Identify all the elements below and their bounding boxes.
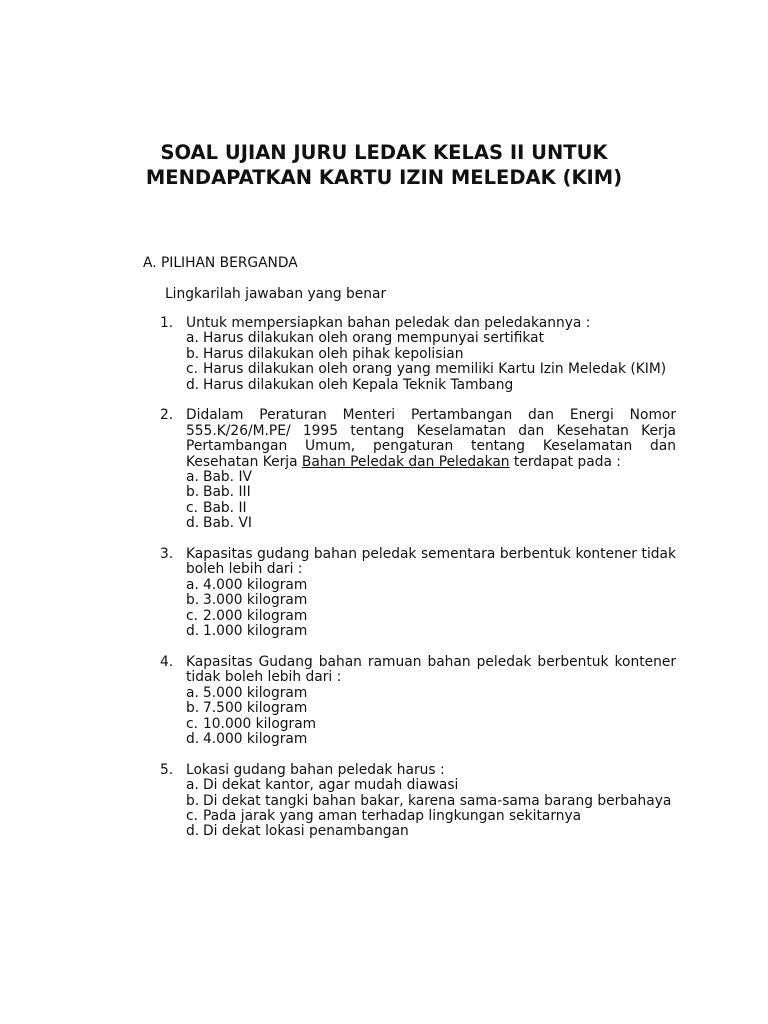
question-number: 2. — [160, 407, 174, 424]
option-label: d. — [186, 623, 200, 640]
answer-option[interactable] — [186, 809, 676, 824]
answer-option[interactable] — [186, 331, 676, 346]
option-label: d. — [186, 376, 200, 393]
question-item — [160, 316, 676, 393]
option-text: 3.000 kilogram — [203, 592, 308, 609]
option-text: Bab. IV — [203, 469, 252, 486]
option-text: 5.000 kilogram — [203, 684, 308, 701]
option-text: 10.000 kilogram — [203, 715, 317, 732]
answer-option[interactable] — [186, 778, 676, 793]
option-text: Harus dilakukan oleh orang mempunyai sertifikat — [203, 330, 545, 347]
option-text: 4.000 kilogram — [203, 730, 308, 747]
option-text: Di dekat tangki bahan bakar, karena sama-sama barang berbahaya — [203, 792, 672, 809]
option-text: 4.000 kilogram — [203, 576, 308, 593]
answer-option[interactable] — [186, 686, 676, 701]
option-label: b. — [186, 700, 200, 717]
answer-option[interactable] — [186, 609, 676, 624]
option-label: b. — [186, 345, 200, 362]
option-text: Bab. VI — [203, 515, 252, 532]
option-label: d. — [186, 515, 200, 532]
option-label: a. — [186, 330, 199, 347]
question-number: 4. — [160, 653, 174, 670]
answer-option[interactable] — [186, 347, 676, 362]
question-text — [186, 408, 676, 470]
answer-option[interactable] — [186, 732, 676, 747]
answer-option[interactable] — [186, 485, 676, 500]
title-line-1: SOAL UJIAN JURU LEDAK KELAS II UNTUK — [160, 141, 608, 164]
option-text: Di dekat kantor, agar mudah diawasi — [203, 777, 459, 794]
option-text: Pada jarak yang aman terhadap lingkungan sekitarnya — [203, 807, 582, 824]
option-text: Harus dilakukan oleh Kepala Teknik Tambang — [203, 376, 514, 393]
question-item — [160, 547, 676, 639]
answer-option[interactable] — [186, 717, 676, 732]
answer-option[interactable] — [186, 624, 676, 639]
option-text: Bab. II — [203, 499, 247, 516]
answer-option[interactable] — [186, 701, 676, 716]
question-text: Kapasitas gudang bahan peledak sementara berbentuk kontener tidak boleh lebih dari : — [186, 546, 676, 578]
section-heading: A. PILIHAN BERGANDA — [143, 255, 298, 271]
option-text: Harus dilakukan oleh orang yang memiliki Kartu Izin Meledak (KIM) — [203, 361, 667, 378]
option-label: c. — [186, 499, 198, 516]
question-number: 3. — [160, 546, 174, 563]
option-label: c. — [186, 607, 198, 624]
question-text-start: Didalam Peraturan Menteri Pertambangan dan Energi Nomor 555.K/26/M.PE/ 1995 tentang Keselamatan dan Kesehatan Kerja Pertambangan Umum, pengaturan tentang Keselamatan dan Kesehatan Kerja — [186, 407, 676, 470]
option-label: a. — [186, 777, 199, 794]
option-text: Bab. III — [203, 484, 251, 501]
option-label: b. — [186, 484, 200, 501]
question-text: Kapasitas Gudang bahan ramuan bahan peledak berbentuk kontener tidak boleh lebih dari : — [186, 653, 676, 686]
option-label: c. — [186, 715, 198, 732]
instruction-text: Lingkarilah jawaban yang benar — [165, 286, 387, 302]
question-list — [160, 316, 676, 855]
option-label: d. — [186, 823, 200, 840]
answer-option[interactable] — [186, 593, 676, 608]
question-text: Lokasi gudang bahan peledak harus : — [186, 761, 445, 778]
option-text: 1.000 kilogram — [203, 623, 308, 640]
question-item — [160, 408, 676, 531]
question-number: 5. — [160, 761, 174, 778]
document-title — [100, 140, 668, 190]
answer-option[interactable] — [186, 578, 676, 593]
answer-option[interactable] — [186, 362, 676, 377]
option-label: c. — [186, 361, 198, 378]
option-label: a. — [186, 469, 199, 486]
question-item — [160, 763, 676, 840]
answer-option[interactable] — [186, 516, 676, 531]
question-text-end: terdapat pada : — [509, 453, 621, 470]
option-text: 7.500 kilogram — [203, 700, 308, 717]
title-line-2: MENDAPATKAN KARTU IZIN MELEDAK (KIM) — [145, 166, 623, 189]
option-text: Di dekat lokasi penambangan — [203, 823, 409, 840]
option-label: c. — [186, 807, 198, 824]
option-text: Harus dilakukan oleh pihak kepolisian — [203, 345, 464, 362]
question-text: Untuk mempersiapkan bahan peledak dan peledakannya : — [186, 315, 591, 331]
option-label: a. — [186, 684, 199, 701]
question-item — [160, 655, 676, 747]
option-label: a. — [186, 576, 199, 593]
option-label: b. — [186, 792, 200, 809]
option-text: 2.000 kilogram — [203, 607, 308, 624]
question-number: 1. — [160, 315, 174, 331]
answer-option[interactable] — [186, 470, 676, 485]
option-label: b. — [186, 592, 200, 609]
underlined-phrase: Bahan Peledak dan Peledakan — [301, 453, 510, 470]
answer-option[interactable] — [186, 824, 676, 839]
answer-option[interactable] — [186, 378, 676, 393]
answer-option[interactable] — [186, 501, 676, 516]
answer-option[interactable] — [186, 794, 676, 809]
option-label: d. — [186, 730, 200, 747]
